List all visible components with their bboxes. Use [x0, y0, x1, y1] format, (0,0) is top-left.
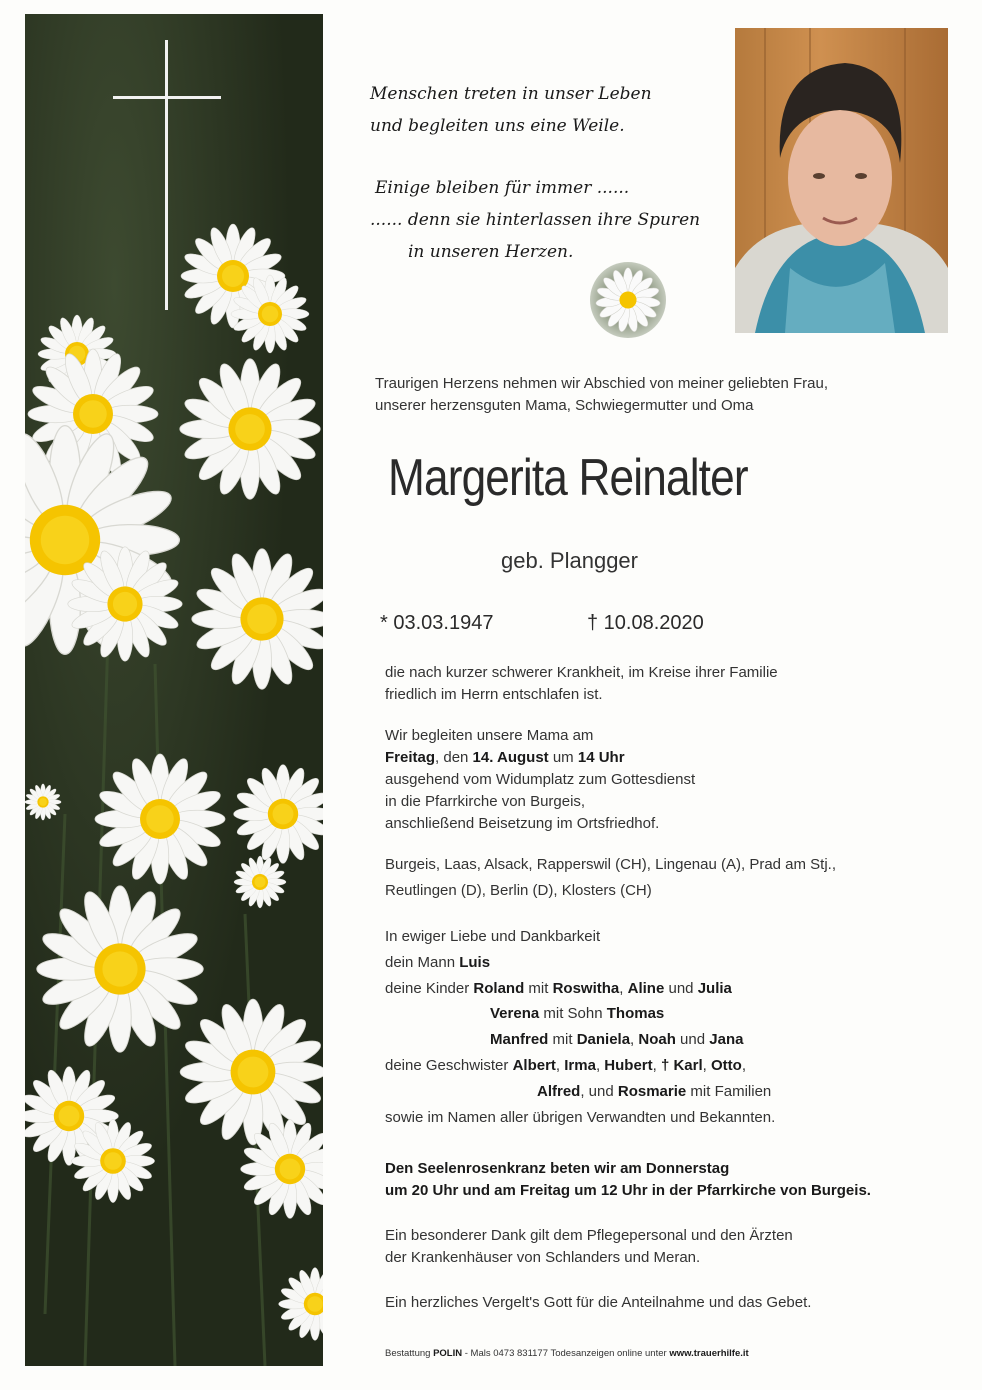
poem-line: in unseren Herzen.	[408, 242, 574, 262]
family-name: Roswitha	[552, 979, 620, 997]
family-name: † Karl	[660, 1056, 703, 1074]
passing-line-1: die nach kurzer schwerer Krankheit, im Kreise ihrer Familie	[385, 664, 778, 681]
passing-line-2: friedlich im Herrn entschlafen ist.	[385, 686, 603, 703]
funeral-text: um	[548, 749, 578, 766]
family-name: Roland	[473, 979, 525, 997]
birth-name: geb. Plangger	[501, 548, 638, 573]
family-text: ,	[702, 1056, 712, 1074]
family-name: Albert	[512, 1056, 556, 1074]
thanks-line-1: Ein besonderer Dank gilt dem Pflegepersonal und den Ärzten	[385, 1227, 793, 1244]
birth-date: * 03.03.1947	[380, 612, 494, 634]
poem-line: und begleiten uns eine Weile.	[370, 116, 625, 136]
family-name: Otto	[711, 1056, 742, 1074]
family-text: ,	[555, 1056, 565, 1074]
family-children	[385, 976, 775, 1002]
gratitude-text: Ein herzliches Vergelt's Gott für die Anteilnahme und das Gebet.	[385, 1294, 812, 1311]
family-list	[385, 924, 775, 1130]
family-name: Verena	[490, 1005, 540, 1023]
family-name: Daniela	[576, 1031, 631, 1049]
rosary-line-2	[385, 1180, 871, 1202]
family-text: dein Mann	[385, 953, 460, 971]
family-text: mit Familien	[686, 1082, 772, 1100]
funeral-line-2	[385, 747, 695, 769]
death-date: † 10.08.2020	[587, 612, 704, 634]
funeral-date: 14. August	[472, 749, 549, 766]
places-line-2: Reutlingen (D), Berlin (D), Klosters (CH)	[385, 882, 652, 899]
places-line-1: Burgeis, Laas, Alsack, Rapperswil (CH), Lingenau (A), Prad am Stj.,	[385, 856, 837, 873]
funeral-day: Freitag	[385, 749, 436, 766]
footer-company: POLIN	[433, 1348, 463, 1359]
family-name: Alfred	[537, 1082, 581, 1100]
family-name: Luis	[459, 953, 491, 971]
cross-icon	[165, 40, 168, 310]
funeral-line-5: anschließend Beisetzung im Ortsfriedhof.	[385, 815, 660, 832]
family-text: mit	[524, 979, 553, 997]
poem	[370, 78, 730, 268]
family-text: mit	[548, 1031, 577, 1049]
family-siblings: deine Geschwister Albert, Irma, Hubert, † Karl, Otto,	[385, 1056, 747, 1074]
life-dates	[380, 612, 704, 635]
rosary-line-2-text: um 20 Uhr und am Freitag um 12 Uhr in der Pfarrkirche von Burgeis.	[385, 1182, 871, 1199]
portrait-photo	[735, 28, 948, 333]
funeral-details	[385, 725, 695, 835]
family-opening: In ewiger Liebe und Dankbarkeit	[385, 928, 601, 945]
poem-line: Menschen treten in unser Leben	[370, 84, 652, 104]
family-text: ,	[652, 1056, 661, 1074]
footer-text: Bestattung	[385, 1348, 434, 1359]
cross-icon-bar	[113, 96, 221, 99]
funeral-text: , den	[435, 749, 473, 766]
daisy-medallion-icon	[590, 262, 666, 338]
intro-line-2: unserer herzensguten Mama, Schwiegermutter und Oma	[375, 397, 754, 414]
family-text: ,	[630, 1031, 639, 1049]
family-name: Julia	[697, 979, 732, 997]
family-husband	[385, 950, 775, 976]
funeral-line-1: Wir begleiten unsere Mama am	[385, 727, 594, 744]
family-child-3	[385, 1027, 775, 1053]
family-closing: sowie im Namen aller übrigen Verwandten und Bekannten.	[385, 1108, 776, 1126]
intro-line-1: Traurigen Herzens nehmen wir Abschied von meiner geliebten Frau,	[375, 375, 829, 392]
family-name: Aline	[627, 979, 665, 997]
thanks-text	[385, 1225, 793, 1269]
rosary-text	[385, 1158, 871, 1202]
funeral-line-4: in die Pfarrkirche von Burgeis,	[385, 793, 586, 810]
poem-line: Einige bleiben für immer ......	[375, 178, 630, 198]
daisy-photo-strip	[25, 14, 323, 1366]
family-name: Jana	[709, 1031, 744, 1049]
family-name: Thomas	[606, 1005, 665, 1023]
footer-text: - Mals 0473 831177 Todesanzeigen online unter	[462, 1348, 670, 1359]
places-text	[385, 852, 836, 904]
family-child-2	[385, 1001, 775, 1027]
funeral-line-3: ausgehend vom Widumplatz zum Gottesdienst	[385, 771, 696, 788]
family-siblings-2	[385, 1079, 775, 1105]
poem-line: ...... denn sie hinterlassen ihre Spuren	[370, 210, 701, 230]
family-text: und	[664, 979, 698, 997]
footer	[385, 1348, 749, 1359]
family-name: Rosmarie	[617, 1082, 687, 1100]
family-name: Irma	[564, 1056, 596, 1074]
family-text: mit Sohn	[539, 1005, 607, 1023]
family-text: , und	[580, 1082, 618, 1100]
family-text: ,	[619, 979, 628, 997]
rosary-line-1	[385, 1158, 871, 1180]
family-text: deine Kinder	[385, 979, 474, 997]
daisy-field-illustration	[25, 14, 323, 1366]
intro-text	[375, 373, 828, 417]
thanks-line-2: der Krankenhäuser von Schlanders und Meran.	[385, 1249, 701, 1266]
deceased-name: Margerita Reinalter	[388, 449, 748, 507]
rosary-line-1-text: Den Seelenrosenkranz beten wir am Donnerstag	[385, 1160, 730, 1177]
family-text: und	[675, 1031, 710, 1049]
family-name: Manfred	[490, 1031, 549, 1049]
funeral-time: 14 Uhr	[577, 749, 625, 766]
passing-text	[385, 662, 778, 706]
family-text: ,	[595, 1056, 605, 1074]
footer-url: www.trauerhilfe.it	[669, 1348, 749, 1359]
family-text: deine Geschwister	[385, 1056, 513, 1074]
family-name: Hubert	[604, 1056, 653, 1074]
family-name: Noah	[638, 1031, 676, 1049]
